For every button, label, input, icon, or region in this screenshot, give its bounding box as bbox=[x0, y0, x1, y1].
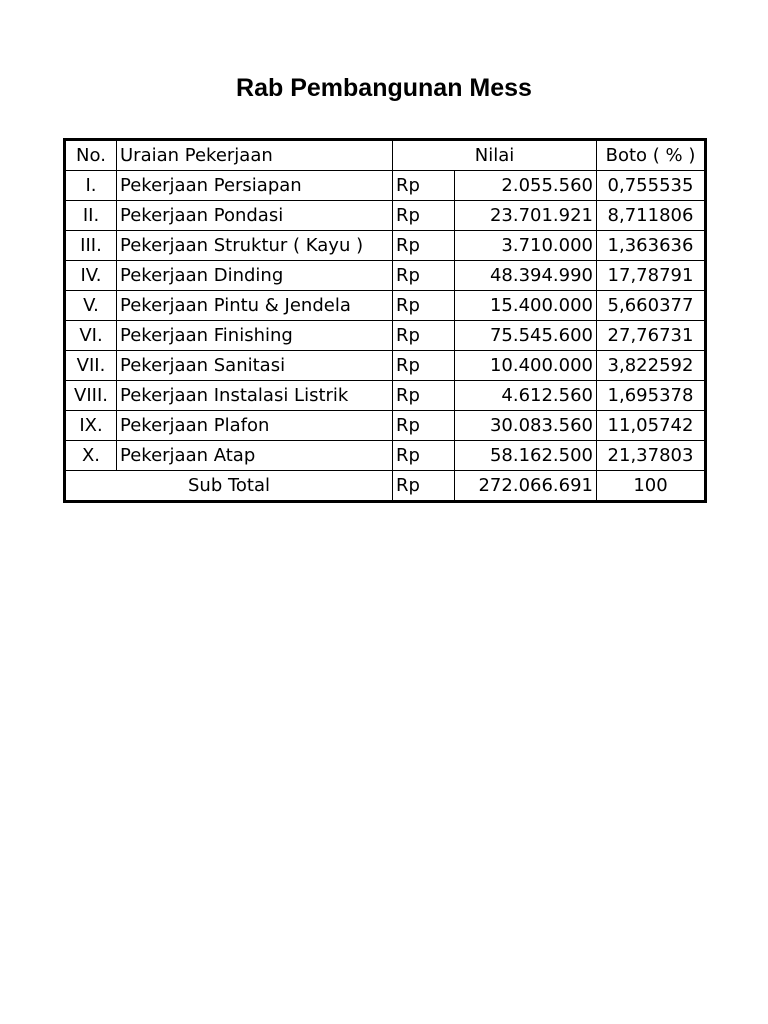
row-uraian-cell: Pekerjaan Plafon bbox=[117, 411, 393, 441]
document-title: Rab Pembangunan Mess bbox=[236, 74, 532, 102]
row-boto-cell: 21,37803 bbox=[597, 441, 706, 471]
row-boto-cell: 27,76731 bbox=[597, 321, 706, 351]
row-no-cell: VI. bbox=[65, 321, 117, 351]
row-currency-cell: Rp bbox=[393, 351, 455, 381]
row-currency-cell: Rp bbox=[393, 291, 455, 321]
row-currency-cell: Rp bbox=[393, 171, 455, 201]
row-uraian-cell: Pekerjaan Finishing bbox=[117, 321, 393, 351]
table-row bbox=[65, 351, 706, 381]
row-nilai-cell: 4.612.560 bbox=[455, 381, 597, 411]
row-uraian-cell: Pekerjaan Persiapan bbox=[117, 171, 393, 201]
table-row bbox=[65, 321, 706, 351]
table-row bbox=[65, 171, 706, 201]
table-row bbox=[65, 411, 706, 441]
row-uraian-cell: Pekerjaan Pintu & Jendela bbox=[117, 291, 393, 321]
row-nilai-cell: 58.162.500 bbox=[455, 441, 597, 471]
row-no-cell: VIII. bbox=[65, 381, 117, 411]
row-currency-cell: Rp bbox=[393, 441, 455, 471]
row-currency-cell: Rp bbox=[393, 231, 455, 261]
row-no-cell: VII. bbox=[65, 351, 117, 381]
row-boto-cell: 11,05742 bbox=[597, 411, 706, 441]
row-no-cell: X. bbox=[65, 441, 117, 471]
row-uraian-cell: Pekerjaan Struktur ( Kayu ) bbox=[117, 231, 393, 261]
row-boto-cell: 1,363636 bbox=[597, 231, 706, 261]
row-boto-cell: 17,78791 bbox=[597, 261, 706, 291]
row-boto-cell: 8,711806 bbox=[597, 201, 706, 231]
row-no-cell: V. bbox=[65, 291, 117, 321]
row-currency-cell: Rp bbox=[393, 321, 455, 351]
header-no: No. bbox=[65, 140, 117, 171]
row-uraian-cell: Pekerjaan Atap bbox=[117, 441, 393, 471]
row-nilai-cell: 48.394.990 bbox=[455, 261, 597, 291]
row-nilai-cell: 15.400.000 bbox=[455, 291, 597, 321]
row-currency-cell: Rp bbox=[393, 411, 455, 441]
row-currency-cell: Rp bbox=[393, 201, 455, 231]
table-row bbox=[65, 441, 706, 471]
row-boto-cell: 3,822592 bbox=[597, 351, 706, 381]
row-boto-cell: 1,695378 bbox=[597, 381, 706, 411]
row-uraian-cell: Pekerjaan Dinding bbox=[117, 261, 393, 291]
table-row bbox=[65, 261, 706, 291]
row-no-cell: I. bbox=[65, 171, 117, 201]
subtotal-row bbox=[65, 471, 706, 502]
row-nilai-cell: 3.710.000 bbox=[455, 231, 597, 261]
header-nilai: Nilai bbox=[393, 140, 597, 171]
subtotal-label: Sub Total bbox=[65, 471, 393, 502]
row-boto-cell: 0,755535 bbox=[597, 171, 706, 201]
row-currency-cell: Rp bbox=[393, 381, 455, 411]
table-row bbox=[65, 201, 706, 231]
row-currency-cell: Rp bbox=[393, 261, 455, 291]
table-row bbox=[65, 231, 706, 261]
row-nilai-cell: 2.055.560 bbox=[455, 171, 597, 201]
header-boto: Boto ( % ) bbox=[597, 140, 706, 171]
rab-table bbox=[63, 138, 707, 503]
row-no-cell: IX. bbox=[65, 411, 117, 441]
subtotal-currency: Rp bbox=[393, 471, 455, 502]
row-uraian-cell: Pekerjaan Instalasi Listrik bbox=[117, 381, 393, 411]
row-no-cell: III. bbox=[65, 231, 117, 261]
subtotal-boto: 100 bbox=[597, 471, 706, 502]
header-uraian: Uraian Pekerjaan bbox=[117, 140, 393, 171]
row-boto-cell: 5,660377 bbox=[597, 291, 706, 321]
row-uraian-cell: Pekerjaan Pondasi bbox=[117, 201, 393, 231]
subtotal-nilai: 272.066.691 bbox=[455, 471, 597, 502]
row-no-cell: IV. bbox=[65, 261, 117, 291]
table-header-row bbox=[65, 140, 706, 171]
row-uraian-cell: Pekerjaan Sanitasi bbox=[117, 351, 393, 381]
row-nilai-cell: 23.701.921 bbox=[455, 201, 597, 231]
table-row bbox=[65, 291, 706, 321]
table-row bbox=[65, 381, 706, 411]
rab-table-body bbox=[65, 140, 706, 502]
row-nilai-cell: 75.545.600 bbox=[455, 321, 597, 351]
row-no-cell: II. bbox=[65, 201, 117, 231]
row-nilai-cell: 30.083.560 bbox=[455, 411, 597, 441]
row-nilai-cell: 10.400.000 bbox=[455, 351, 597, 381]
